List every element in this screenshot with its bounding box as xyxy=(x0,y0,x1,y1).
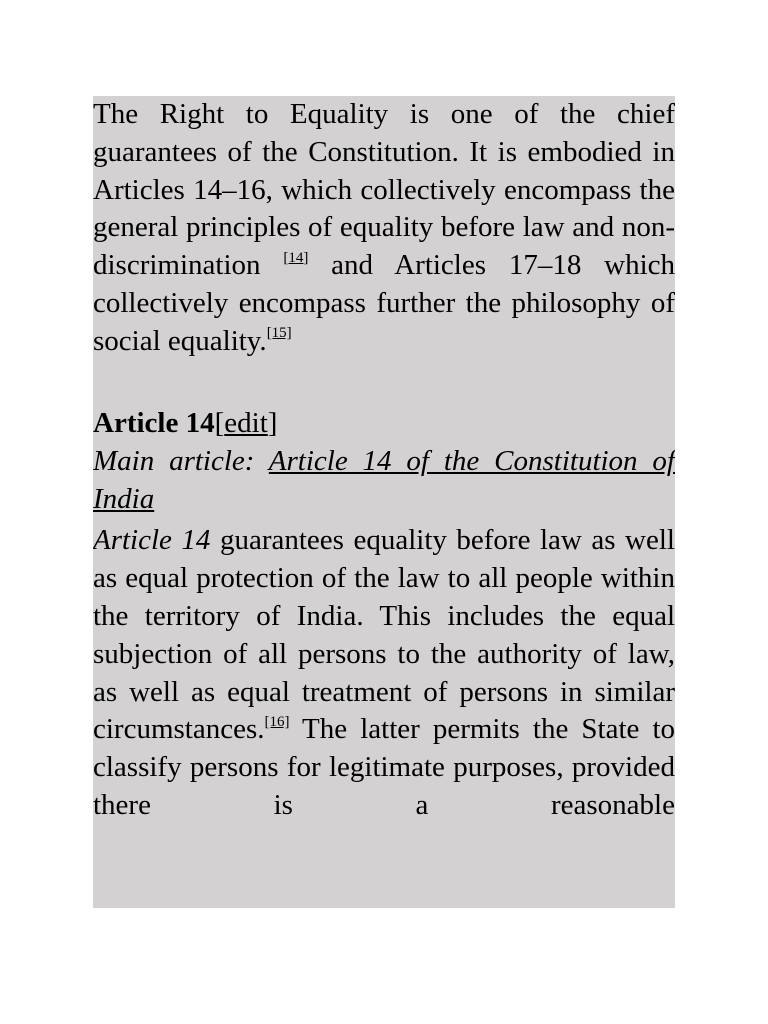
edit-link-wrapper: [edit] xyxy=(214,406,278,439)
main-article-link[interactable]: Article 14 of the Constitution of India xyxy=(93,445,675,516)
paragraph-text: and Articles 17–18 which collectively encompass further the philosophy of social equality. xyxy=(93,249,675,357)
citation-link-15[interactable]: [15] xyxy=(266,325,292,342)
paragraph-text: guarantees equality before law as well as equal protection of the law to all people within the territory of India. This includes the equal subjection of all persons to the authority of law, as well as equal treatment of persons in similar circumstances. xyxy=(93,524,675,746)
edit-link[interactable]: edit xyxy=(224,406,268,439)
article-14-lead: Article 14 xyxy=(93,524,211,557)
paragraph-article-14 xyxy=(93,522,675,824)
paragraph-text: The latter permits the State to classify persons for legitimate purposes, provided there is a reasonable xyxy=(93,713,675,821)
paragraph-right-to-equality xyxy=(93,96,675,361)
citation-link-14[interactable]: [14] xyxy=(283,249,309,266)
main-article-prefix: Main article: xyxy=(93,445,269,478)
paragraph-text: The Right to Equality is one of the chief guarantees of the Constitution. It is embodied in Articles 14–16, which collectively encompass the general principles of equality before law and non-discrimination xyxy=(93,98,675,282)
section-heading xyxy=(93,405,675,443)
document-page xyxy=(93,96,675,908)
section-title: Article 14 xyxy=(93,406,215,439)
main-article-note xyxy=(93,442,675,518)
citation-link-16[interactable]: [16] xyxy=(264,713,290,730)
